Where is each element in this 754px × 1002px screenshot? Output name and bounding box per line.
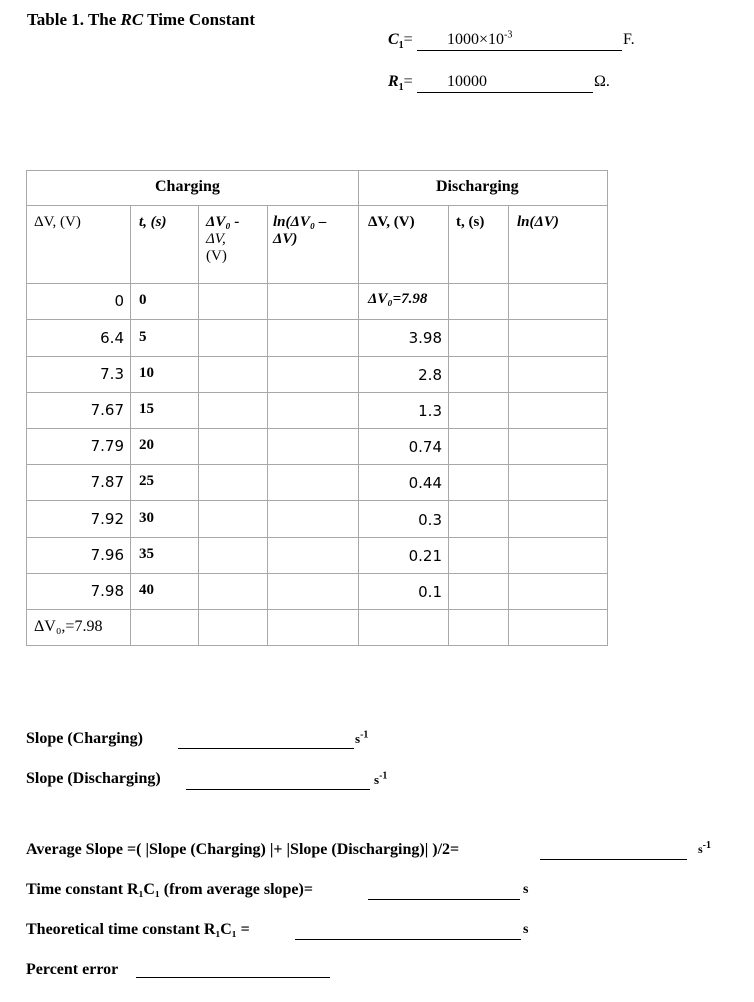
table-cell-dv: 6.4 — [100, 329, 124, 347]
r1-unit: Ω. — [594, 73, 610, 90]
table-line-v1 — [130, 205, 131, 646]
table-cell-t: 40 — [139, 582, 154, 598]
average-slope-unit-exp: -1 — [702, 840, 712, 851]
discharging-header: Discharging — [436, 178, 519, 195]
col-header-dv-dis: ΔV, (V) — [368, 214, 415, 230]
col-header-dv0-minus-l1: ΔV₀ - — [206, 214, 240, 230]
average-slope-unit-s: s — [698, 842, 703, 856]
time-constant-blank[interactable] — [368, 899, 520, 900]
slope-discharging-unit-exp: -1 — [379, 770, 388, 782]
table-line-h7 — [26, 464, 608, 465]
c1-equals: = — [403, 31, 413, 48]
table-cell-dvd: 0.74 — [408, 438, 442, 456]
table-cell-t: 5 — [139, 329, 147, 345]
table-cell-dvd: 2.8 — [418, 366, 442, 384]
table-cell-dvd: 0.21 — [408, 547, 442, 565]
slope-charging-unit-exp: -1 — [360, 729, 369, 741]
percent-error-label: Percent error — [26, 961, 119, 978]
table-cell-t: 20 — [139, 437, 154, 453]
slope-charging-label: Slope (Charging) — [26, 730, 143, 747]
average-slope-label: Average Slope =( |Slope (Charging) |+ |Slope (Discharging)| )/2= — [26, 841, 460, 858]
r1-symbol: R — [388, 73, 399, 90]
col-header-dv: ΔV, (V) — [34, 214, 81, 230]
slope-charging-unit-s: s — [355, 731, 361, 746]
table-line-h10 — [26, 573, 608, 574]
time-constant-unit: s — [523, 882, 529, 897]
c1-underline — [417, 50, 622, 51]
slope-discharging-blank[interactable] — [186, 789, 370, 790]
table-border-right — [607, 170, 608, 646]
col-header-t-dis: t, (s) — [456, 214, 485, 230]
c1-value — [447, 31, 512, 49]
average-slope-blank[interactable] — [540, 859, 687, 860]
c1-exponent: -3 — [504, 29, 513, 41]
title-suffix: Time Constant — [143, 10, 256, 29]
c1-label — [388, 31, 413, 52]
col-header-t: t, (s) — [139, 214, 167, 230]
table-line-h8 — [26, 500, 608, 501]
table-cell-dvd: 0.44 — [408, 474, 442, 492]
table-line-h9 — [26, 537, 608, 538]
table-border-top — [26, 170, 608, 171]
table-cell-dvd: ΔV₀=7.98 — [368, 291, 428, 307]
r1-underline — [417, 92, 593, 93]
col-header-ln-charge — [273, 214, 326, 248]
table-line-v5 — [448, 205, 449, 646]
slope-discharging-unit-s: s — [374, 772, 380, 787]
table-cell-dvd: 3.98 — [408, 329, 442, 347]
table-cell-dv: 7.92 — [90, 510, 124, 528]
table-cell-dv: 7.79 — [90, 437, 124, 455]
slope-discharging-unit — [374, 772, 387, 788]
table-line-v6 — [508, 205, 509, 646]
table-cell-dv: 7.67 — [90, 401, 124, 419]
table-line-h4 — [26, 356, 608, 357]
table-line-h1 — [26, 205, 608, 206]
last-row-note: ΔV₀,=7.98 — [34, 618, 103, 635]
charging-header: Charging — [155, 178, 220, 195]
col-header-ln-charge-l2: ΔV) — [273, 231, 298, 247]
theoretical-label: Theoretical time constant R₁C₁ = — [26, 921, 250, 938]
c1-value-text: 1000×10 — [447, 31, 505, 48]
percent-error-blank[interactable] — [136, 977, 330, 978]
average-slope-unit — [698, 842, 711, 857]
c1-subscript: 1 — [398, 40, 404, 52]
table-line-v4 — [358, 170, 359, 646]
slope-charging-blank[interactable] — [178, 748, 354, 749]
table-cell-dv: 7.3 — [100, 365, 124, 383]
table-line-h5 — [26, 392, 608, 393]
c1-unit: F. — [623, 31, 635, 48]
table-cell-t: 25 — [139, 473, 154, 489]
table-cell-t: 15 — [139, 401, 154, 417]
table-border-bottom — [26, 645, 608, 646]
table-line-h2 — [26, 283, 608, 284]
title-italic: RC — [120, 10, 144, 29]
slope-discharging-label: Slope (Discharging) — [26, 770, 161, 787]
title-prefix: Table 1. The — [27, 10, 121, 29]
table-cell-dv: 7.98 — [90, 582, 124, 600]
table-line-v3 — [267, 205, 268, 646]
r1-equals: = — [403, 73, 413, 90]
table-cell-dvd: 0.3 — [418, 511, 442, 529]
table-cell-t: 10 — [139, 365, 154, 381]
table-cell-t: 35 — [139, 546, 154, 562]
table-line-h6 — [26, 428, 608, 429]
table-line-h3 — [26, 319, 608, 320]
table-title — [27, 10, 255, 30]
time-constant-label: Time constant R₁C₁ (from average slope)= — [26, 881, 313, 898]
table-cell-dv: 7.87 — [90, 473, 124, 491]
col-header-ln-dis: ln(ΔV) — [517, 214, 559, 230]
table-cell-dv: 0 — [114, 292, 124, 310]
table-line-v2 — [198, 205, 199, 646]
col-header-dv0-minus-l3: (V) — [206, 248, 227, 264]
col-header-dv0-minus — [206, 214, 239, 265]
col-header-dv0-minus-l2: ΔV, — [206, 231, 226, 247]
r1-value: 10000 — [447, 73, 487, 90]
table-cell-t: 30 — [139, 510, 154, 526]
table-border-left — [26, 170, 27, 646]
r1-label — [388, 73, 413, 94]
table-cell-dvd: 1.3 — [418, 402, 442, 420]
table-line-h11 — [26, 609, 608, 610]
table-cell-dvd: 0.1 — [418, 583, 442, 601]
slope-charging-unit — [355, 731, 368, 747]
theoretical-unit: s — [523, 922, 529, 937]
c1-symbol: C — [388, 31, 399, 48]
col-header-ln-charge-l1: ln(ΔV₀ – — [273, 214, 327, 230]
r1-subscript: 1 — [398, 82, 404, 94]
table-cell-dv: 7.96 — [90, 546, 124, 564]
theoretical-blank[interactable] — [295, 939, 521, 940]
table-cell-t: 0 — [139, 292, 147, 308]
